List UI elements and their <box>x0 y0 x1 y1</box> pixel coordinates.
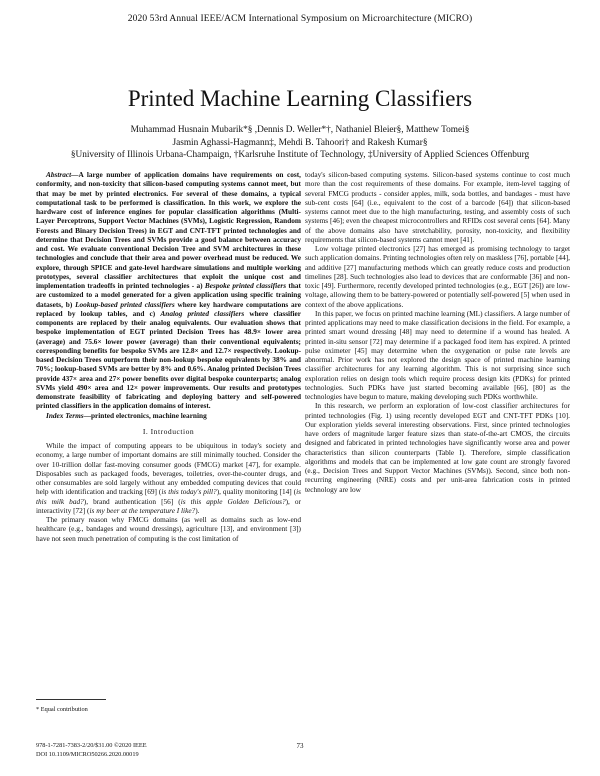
index-terms-text: —printed electronics, machine learning <box>83 410 207 420</box>
abstract <box>36 170 301 411</box>
intro-text: ), or interactivity [72] ( <box>36 496 301 515</box>
intro-text: ), brand authentication [56] ( <box>83 496 181 506</box>
author-block <box>30 124 570 162</box>
abstract-text-4: where classifier components are replaced by their analog equivalents. Our evaluation shows that bespoke implementation of EGT printed Decision Trees has 48.9× lower area (average) and 75.6× lower power (average) than their conventional equivalents; corresponding benefits for bespoke SVMs are 12.8× and 12.7× respectively. Lookup-based Decision Trees outperform their non-lookup bespoke equivalents by 38% and 70%; lookup-based SVMs are better by 8% and 0.6%. Analog printed Decision Trees provide 437× area and 27× power benefits over digital bespoke counterparts; analog SVMs yield 490× area and 12× power improvements. Our results and prototypes demonstrate feasibility of fabricating and deploying battery and self-powered printed classifiers in the application domains of interest. <box>36 308 302 411</box>
abstract-text-2: that are customized to a model generated for a given application using specific training datasets, b) <box>36 281 301 309</box>
intro-text: ). <box>195 505 200 515</box>
intro-em: is my beer at the temperature I like? <box>89 505 196 515</box>
section-heading-introduction: I. Introduction <box>142 426 195 436</box>
footer-doi: DOI 10.1109/MICRO50266.2020.00019 <box>36 750 139 758</box>
abstract-em-analog: Analog printed classifiers <box>160 308 245 318</box>
conference-header: 2020 53rd Annual IEEE/ACM International Symposium on Microarchitecture (MICRO) <box>127 14 473 24</box>
intro-em: is this milk bad? <box>36 487 302 506</box>
left-column <box>36 170 301 543</box>
right-paragraph-3: In this paper, we focus on printed machine learning (ML) classifiers. A large number of printed applications may need to make classification decisions in the field. For example, a printed smart wound dressing [48] may need to determine if a wound has healed. A printed in-situ sensor [72] may determine if a packaged food item has expired. A printed pulse oximeter [45] may determine when the oxygenation or pulse rate levels are abnormal. Prior work has not explored the design space of printed machine learning classifier architectures for any learning algorithm. This is not surprising since such exploration relies on design tools which require process design kits (PDKs) for printed technologies. Such PDKs have just started becoming available [66], [80] as the technologies have begun to mature, making developing such PDKs worthwhile. <box>305 308 570 401</box>
footnote: * Equal contribution <box>36 706 88 713</box>
intro-paragraph-1 <box>36 441 301 515</box>
right-paragraph-2: Low voltage printed electronics [27] has emerged as promising technology to target such application domains. Printing technologies often rely on maskless [76], portable [44], and additive [27] manufacturing methods which can greatly reduce costs and production timelines [28]. Such technologies also lead to devices that are conformable [36] and non-toxic [49]. Furthermore, recently developed printed technologies (e.g., EGT [26]) are low-voltage, allowing them to be battery-powered or potentially self-powered [5] when used in context of the above applications. <box>305 244 570 309</box>
right-paragraph-4: In this research, we perform an exploration of low-cost classifier architectures for printed technologies (Fig. 1) using recently developed EGT and CNT-TFT PDKs [10]. Our exploration yields several interesting observations. First, since printed technologies have orders of magnitude larger feature sizes than state-of-the-art CMOS, the circuits designed and fabricated in printed technologies have significantly worse area and power characteristics than silicon counterparts (Table I). Therefore, simple classification algorithms and models that can be implemented at low gate count are strongly favored (e.g., Decision Trees and Support Vector Machines (SVMs)). Second, since both non-recurring engineering (NRE) costs and per unit-area fabrication costs in printed technology are low <box>305 401 570 494</box>
abstract-text-1: —A large number of application domains have requirements on cost, conformity, and non-toxicity that silicon-based computing systems cannot meet, but that may be met by printed electronics. For several of these domains, a typical computational task to be performed is classification. In this work, we explore the hardware cost of inference engines for popular classification algorithms (Multi-Layer Perceptrons, Support Vector Machines (SVMs), Logistic Regression, Random Forests and Binary Decision Trees) in EGT and CNT-TFT printed technologies and determine that Decision Trees and SVMs provide a good balance between accuracy and cost. We evaluate conventional Decision Tree and SVM architectures in these technologies and conclude that their area and power overhead must be reduced. We explore, through SPICE and gate-level hardware simulations and multiple working prototypes, several classifier architectures that exploit the unique cost and implementation tradeoffs in printed technologies - a) <box>36 170 301 290</box>
right-column <box>305 170 570 494</box>
affiliations: §University of Illinois Urbana-Champaign, †Karlsruhe Institute of Technology, ‡University of Applied Sciences Offenburg <box>70 150 530 160</box>
intro-text: ), quality monitoring [14] ( <box>216 487 297 497</box>
intro-em: is this today's pill? <box>161 487 217 497</box>
intro-paragraph-2: The primary reason why FMCG domains (as well as domains such as low-end healthcare (e.g., bandages and wound dressings), agriculture [13], and environment [3]) have not seen much penetration of computing is the cost limitation of <box>36 515 301 543</box>
footnote-divider <box>36 699 106 700</box>
intro-text: While the impact of computing appears to be ubiquitous in today's society and economy, a large number of important domains are still minimally touched. Consider the over 10-trillion dollar fast-moving consumer goods (FMCG) market [47], for example. Disposables such as packaged foods, beverages, toiletries, over-the-counter drugs, and other consumables are sold largely without any embedded computing devices that could help with identification and tracking [69] ( <box>36 441 301 497</box>
footer-isbn: 978-1-7281-7383-2/20/$31.00 ©2020 IEEE <box>36 742 147 749</box>
intro-em: is this apple Golden Delicious? <box>180 496 286 506</box>
abstract-em-lookup: Lookup-based printed classifiers <box>75 299 175 309</box>
abstract-text-3: where key hardware computations are replaced by lookup tables, and c) <box>36 299 302 318</box>
abstract-em-bespoke: Bespoke printed classifiers <box>204 281 287 290</box>
right-paragraph-1: today's silicon-based computing systems. Silicon-based systems continue to cost much more than the cost requirements of these domains. For example, item-level tagging of several FMCG products - consider apples, milk, soda bottles, and bandages - must have sub-cent costs [64] (i.e., equivalent to the cost of a barcode [64]) that silicon-based systems cannot meet due to the high manufacturing, testing, and assembly costs of such systems [46]; even the cheapest microcontrollers and RFIDs cost several cents [64]. Many of the above domains also have stretchability, porosity, non-toxicity, and flexibility requirements that silicon-based systems cannot meet [41]. <box>305 170 570 244</box>
abstract-label: Abstract <box>46 170 72 179</box>
index-terms <box>36 411 301 420</box>
authors-line-1: Muhammad Husnain Mubarik*§ ,Dennis D. Weller*†, Nathaniel Bleier§, Matthew Tomei§ <box>130 125 470 135</box>
authors-line-2: Jasmin Aghassi-Hagmann‡, Mehdi B. Tahoori† and Rakesh Kumar§ <box>172 137 428 148</box>
page-number: 73 <box>296 742 304 750</box>
index-terms-label: Index Terms <box>46 410 84 420</box>
paper-title: Printed Machine Learning Classifiers <box>127 86 473 111</box>
